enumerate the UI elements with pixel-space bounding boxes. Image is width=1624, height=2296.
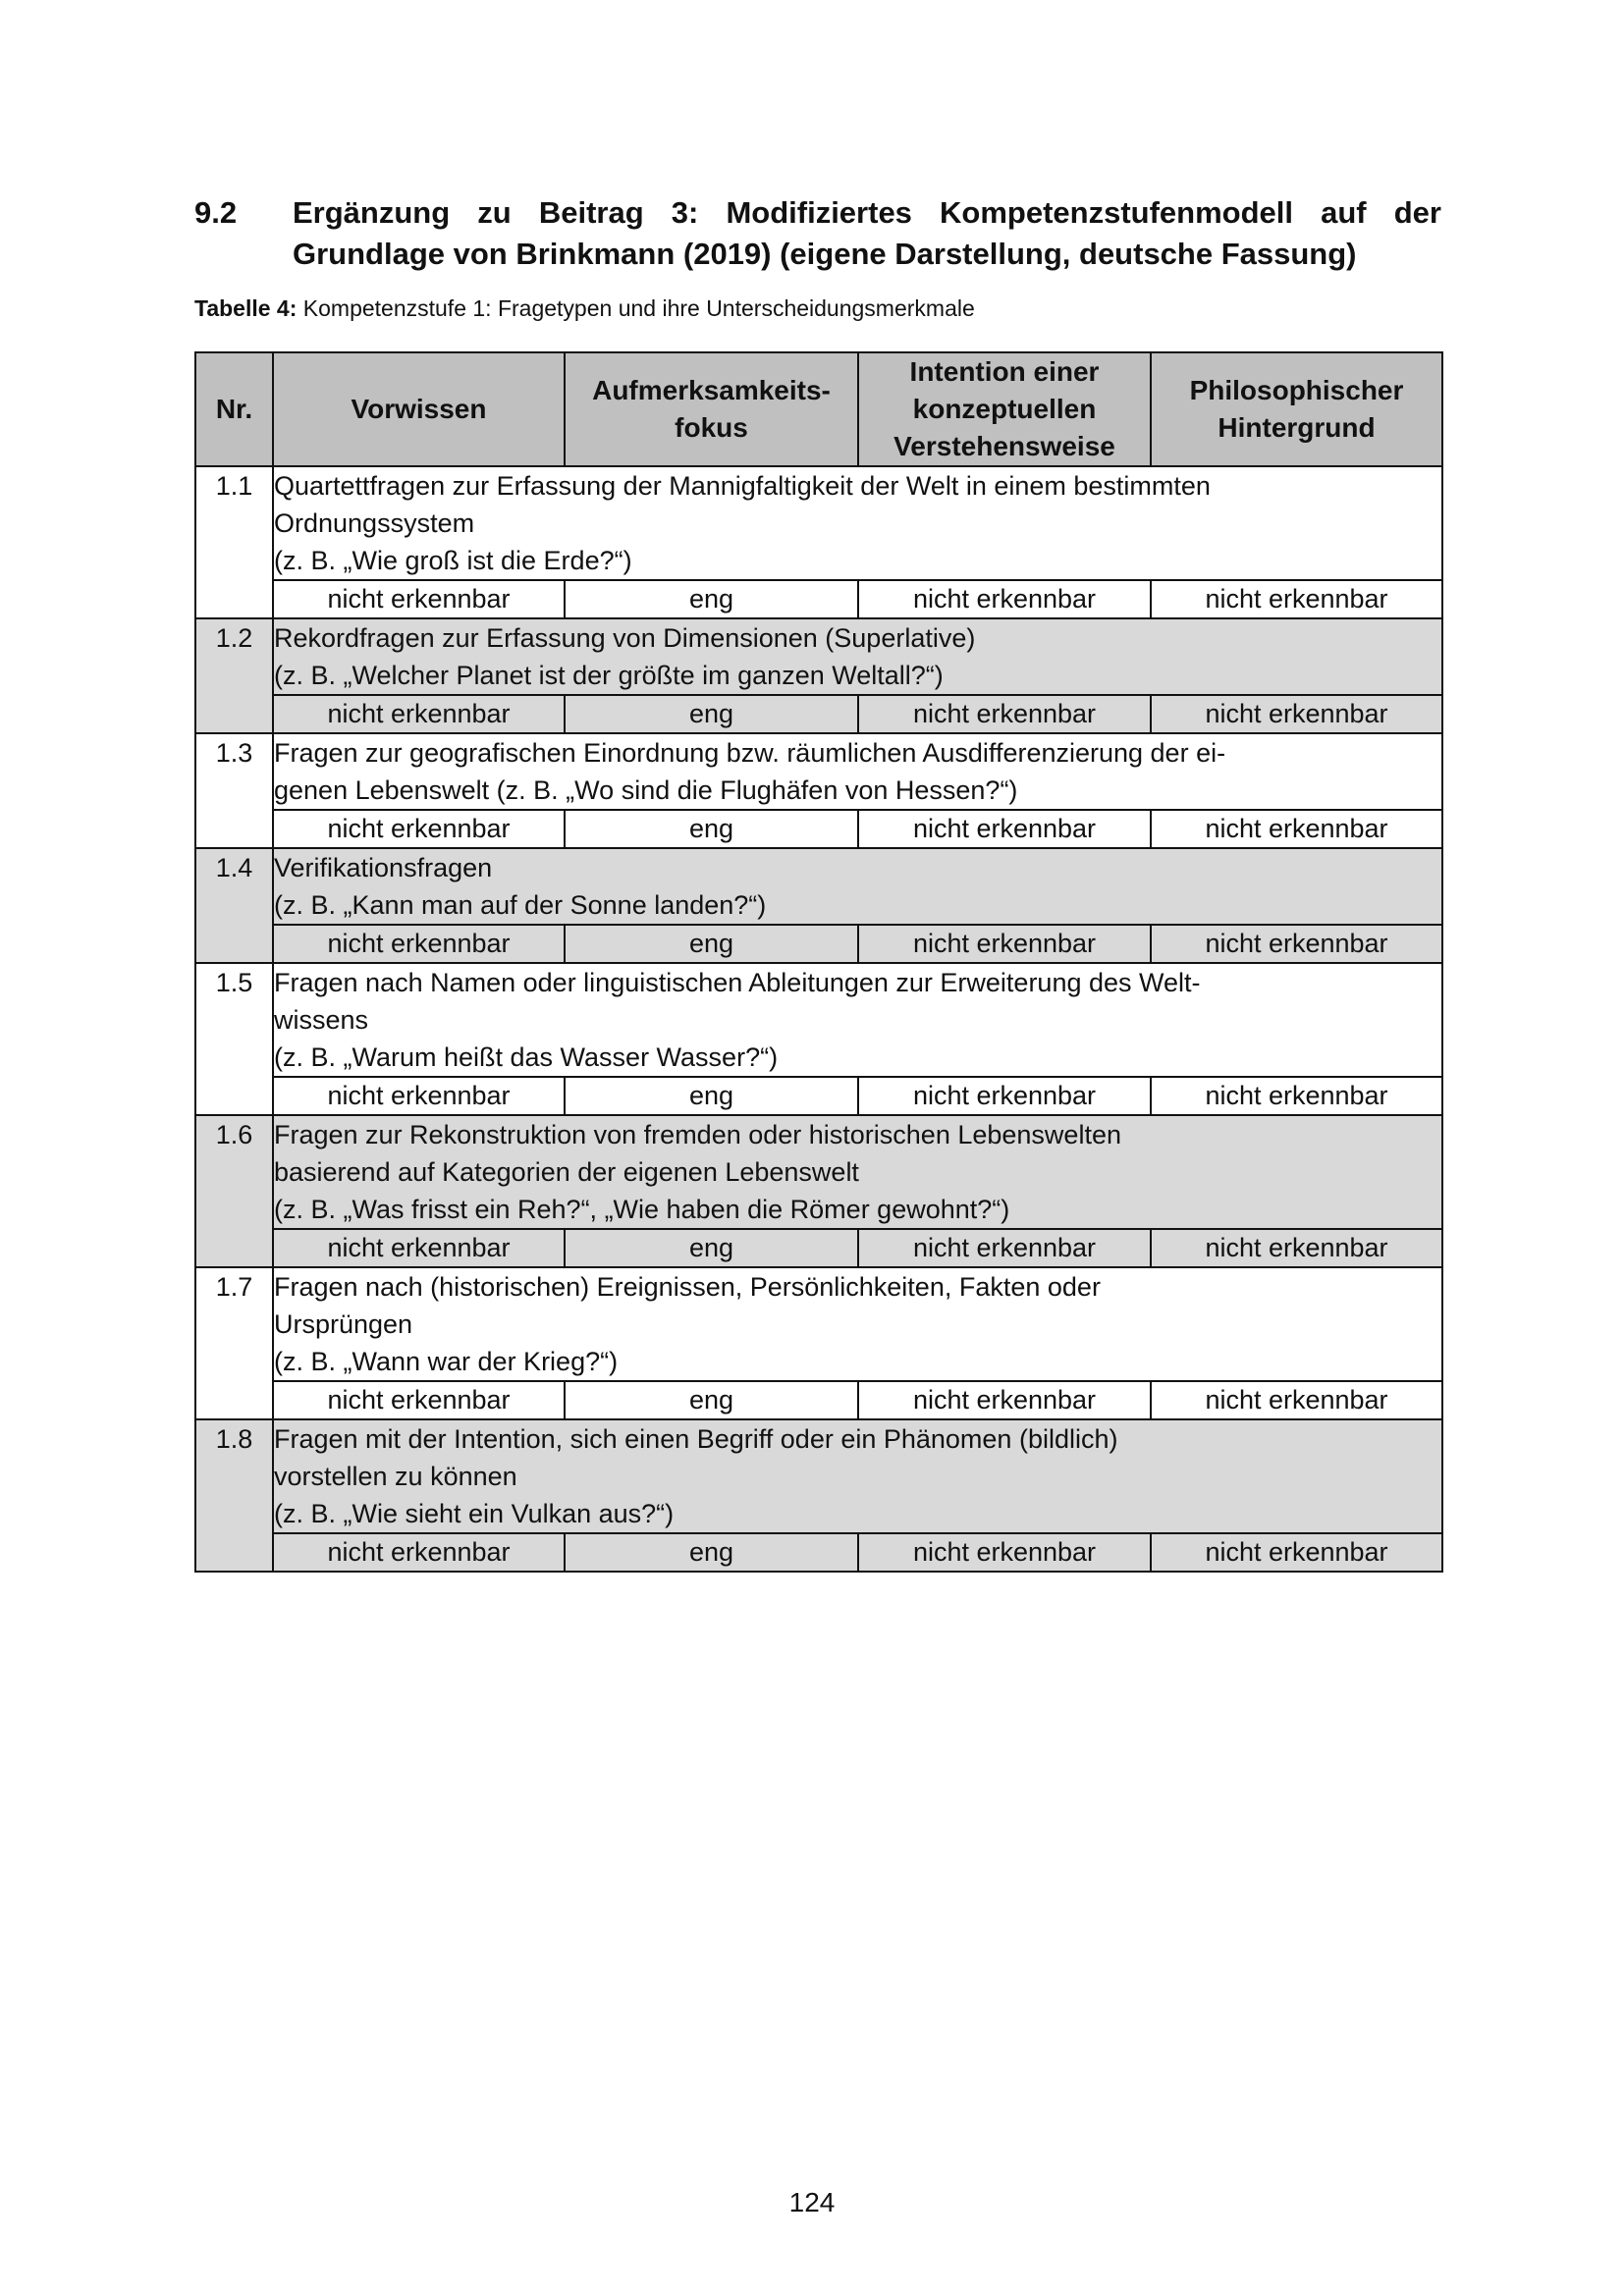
row-description [273,466,1442,580]
description-line: wissens [274,1005,369,1035]
cell-hintergrund: nicht erkennbar [1151,1381,1442,1419]
description-line: genen Lebenswelt (z. B. „Wo sind die Flughäfen von Hessen?“) [274,775,1018,805]
row-description [273,1419,1442,1533]
row-description [273,848,1442,925]
description-line: Fragen zur Rekonstruktion von fremden oder historischen Lebenswelten [274,1120,1121,1149]
description-line: Rekordfragen zur Erfassung von Dimensionen (Superlative) [274,623,976,653]
row-description [273,618,1442,695]
header-vorwissen: Vorwissen [273,352,565,466]
row-description [273,1115,1442,1229]
page-number: 124 [788,2187,836,2217]
description-example: (z. B. „Kann man auf der Sonne landen?“) [274,890,767,920]
table-values-row [195,1381,1442,1419]
cell-fokus: eng [565,1533,858,1572]
table-row [195,1267,1442,1381]
table-values-row [195,1229,1442,1267]
cell-fokus: eng [565,925,858,963]
cell-vorwissen: nicht erkennbar [273,925,565,963]
cell-intention: nicht erkennbar [858,1229,1151,1267]
header-aufmerksamkeitsfokus: Aufmerksamkeits-fokus [565,352,858,466]
header-philosophischer-hintergrund: Philosophischer Hintergrund [1151,352,1442,466]
table-row [195,848,1442,925]
cell-fokus: eng [565,1229,858,1267]
cell-intention: nicht erkennbar [858,695,1151,733]
row-number: 1.8 [195,1419,273,1572]
description-example: (z. B. „Was frisst ein Reh?“, „Wie haben die Römer gewohnt?“) [274,1195,1010,1224]
description-line: basierend auf Kategorien der eigenen Lebenswelt [274,1157,859,1187]
description-line: vorstellen zu können [274,1462,517,1491]
description-example: (z. B. „Wie groß ist die Erde?“) [274,546,632,575]
table-caption-text: Kompetenzstufe 1: Fragetypen und ihre Unterscheidungsmerkmale [302,295,975,321]
table-row [195,618,1442,695]
description-line: Verifikationsfragen [274,853,493,882]
cell-vorwissen: nicht erkennbar [273,1077,565,1115]
description-example: (z. B. „Wie sieht ein Vulkan aus?“) [274,1499,675,1528]
table-values-row [195,580,1442,618]
table-values-row [195,695,1442,733]
description-line: Fragen nach (historischen) Ereignissen, Persönlichkeiten, Fakten oder [274,1272,1101,1302]
row-description [273,963,1442,1077]
cell-intention: nicht erkennbar [858,1077,1151,1115]
cell-intention: nicht erkennbar [858,810,1151,848]
table-caption [194,295,975,322]
cell-vorwissen: nicht erkennbar [273,1533,565,1572]
cell-vorwissen: nicht erkennbar [273,810,565,848]
row-description [273,1267,1442,1381]
description-line: Fragen mit der Intention, sich einen Begriff oder ein Phänomen (bildlich) [274,1424,1118,1454]
row-number: 1.3 [195,733,273,848]
row-description [273,733,1442,810]
cell-hintergrund: nicht erkennbar [1151,695,1442,733]
cell-fokus: eng [565,810,858,848]
description-example: (z. B. „Wann war der Krieg?“) [274,1347,619,1376]
description-line: Quartettfragen zur Erfassung der Mannigfaltigkeit der Welt in einem bestimmten [274,471,1211,501]
table-header-row [195,352,1442,466]
row-number: 1.1 [195,466,273,618]
cell-vorwissen: nicht erkennbar [273,695,565,733]
table-caption-label: Tabelle 4: [194,295,298,321]
cell-fokus: eng [565,1077,858,1115]
header-nr: Nr. [195,352,273,466]
cell-intention: nicht erkennbar [858,580,1151,618]
row-number: 1.6 [195,1115,273,1267]
description-line: Fragen zur geografischen Einordnung bzw. räumlichen Ausdifferenzierung der ei- [274,738,1226,768]
table-row [195,963,1442,1077]
cell-hintergrund: nicht erkennbar [1151,925,1442,963]
section-title: Ergänzung zu Beitrag 3: Modifiziertes Kompetenzstufenmodell auf der Grundlage von Brinkmann (2019) (eigene Darstellung, deutsche Fassung) [293,195,1441,271]
cell-intention: nicht erkennbar [858,1533,1151,1572]
table-values-row [195,1533,1442,1572]
description-line: Fragen nach Namen oder linguistischen Ableitungen zur Erweiterung des Welt- [274,968,1201,997]
cell-intention: nicht erkennbar [858,1381,1151,1419]
cell-hintergrund: nicht erkennbar [1151,810,1442,848]
table-row [195,733,1442,810]
cell-vorwissen: nicht erkennbar [273,580,565,618]
cell-vorwissen: nicht erkennbar [273,1381,565,1419]
table-values-row [195,810,1442,848]
section-number: 9.2 [194,195,238,230]
cell-hintergrund: nicht erkennbar [1151,1229,1442,1267]
description-line: Ursprüngen [274,1309,413,1339]
table-row [195,1419,1442,1533]
cell-hintergrund: nicht erkennbar [1151,1533,1442,1572]
cell-vorwissen: nicht erkennbar [273,1229,565,1267]
cell-fokus: eng [565,695,858,733]
row-number: 1.5 [195,963,273,1115]
row-number: 1.4 [195,848,273,963]
table-values-row [195,925,1442,963]
description-example: (z. B. „Warum heißt das Wasser Wasser?“) [274,1042,779,1072]
cell-hintergrund: nicht erkennbar [1151,1077,1442,1115]
description-line: Ordnungssystem [274,508,475,538]
row-number: 1.7 [195,1267,273,1419]
row-number: 1.2 [195,618,273,733]
cell-fokus: eng [565,580,858,618]
cell-hintergrund: nicht erkennbar [1151,580,1442,618]
cell-fokus: eng [565,1381,858,1419]
question-types-table [194,351,1443,1573]
description-example: (z. B. „Welcher Planet ist der größte im ganzen Weltall?“) [274,661,944,690]
header-intention: Intention einer konzeptuellen Verstehensweise [858,352,1151,466]
cell-intention: nicht erkennbar [858,925,1151,963]
table-row [195,466,1442,580]
table-row [195,1115,1442,1229]
table-values-row [195,1077,1442,1115]
